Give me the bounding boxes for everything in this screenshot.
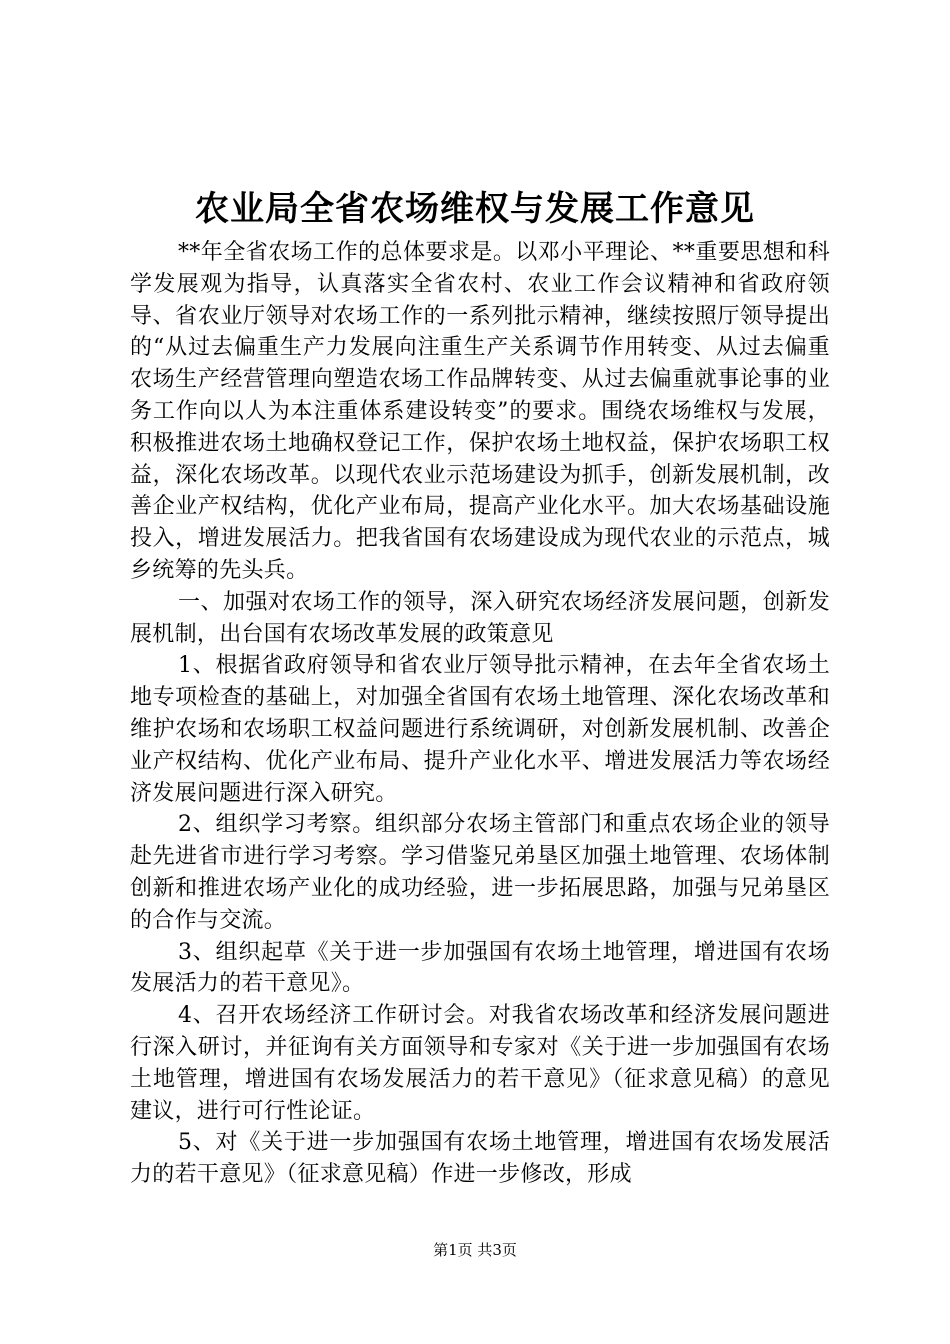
page-number-footer: 第1页 共3页 [433,1241,517,1259]
paragraph-item-4: 4、召开农场经济工作研讨会。对我省农场改革和经济发展问题进行深入研讨，并征询有关方面领导和专家对《关于进一步加强国有农场土地管理，增进国有农场发展活力的若干意见》（征求意见稿）的意见建议，进行可行性论证。 [130,1003,830,1124]
document-title: 农业局全省农场维权与发展工作意见 [195,189,755,229]
document-body [130,237,830,1191]
paragraph-item-1: 1、根据省政府领导和省农业厅领导批示精神，在去年全省农场土地专项检查的基础上，对加强全省国有农场土地管理、深化农场改革和维护农场和农场职工权益问题进行系统调研，对创新发展机制、改善企业产权结构、优化产业布局、提升产业化水平、增进发展活力等农场经济发展问题进行深入研究。 [130,653,830,806]
paragraph-intro: **年全省农场工作的总体要求是。以邓小平理论、**重要思想和科学发展观为指导，认真落实全省农村、农业工作会议精神和省政府领导、省农业厅领导对农场工作的一系列批示精神，继续按照厅领导提出的“从过去偏重生产力发展向注重生产关系调节作用转变、从过去偏重农场生产经营管理向塑造农场工作品牌转变、从过去偏重就事论事的业务工作向以人为本注重体系建设转变”的要求。围绕农场维权与发展，积极推进农场土地确权登记工作，保护农场土地权益，保护农场职工权益，深化农场改革。以现代农业示范场建设为抓手，创新发展机制，改善企业产权结构，优化产业布局，提高产业化水平。加大农场基础设施投入，增进发展活力。把我省国有农场建设成为现代农业的示范点，城乡统筹的先头兵。 [130,240,830,583]
paragraph-item-5: 5、对《关于进一步加强国有农场土地管理，增进国有农场发展活力的若干意见》（征求意见稿）作进一步修改，形成 [130,1130,830,1188]
paragraph-item-3: 3、组织起草《关于进一步加强国有农场土地管理，增进国有农场发展活力的若干意见》。 [130,939,830,997]
paragraph-item-2: 2、组织学习考察。组织部分农场主管部门和重点农场企业的领导赴先进省市进行学习考察。学习借鉴兄弟垦区加强土地管理、农场体制创新和推进农场产业化的成功经验，进一步拓展思路，加强与兄弟垦区的合作与交流。 [130,812,830,933]
section-heading-1: 一、加强对农场工作的领导，深入研究农场经济发展问题，创新发展机制，出台国有农场改革发展的政策意见 [130,589,830,647]
